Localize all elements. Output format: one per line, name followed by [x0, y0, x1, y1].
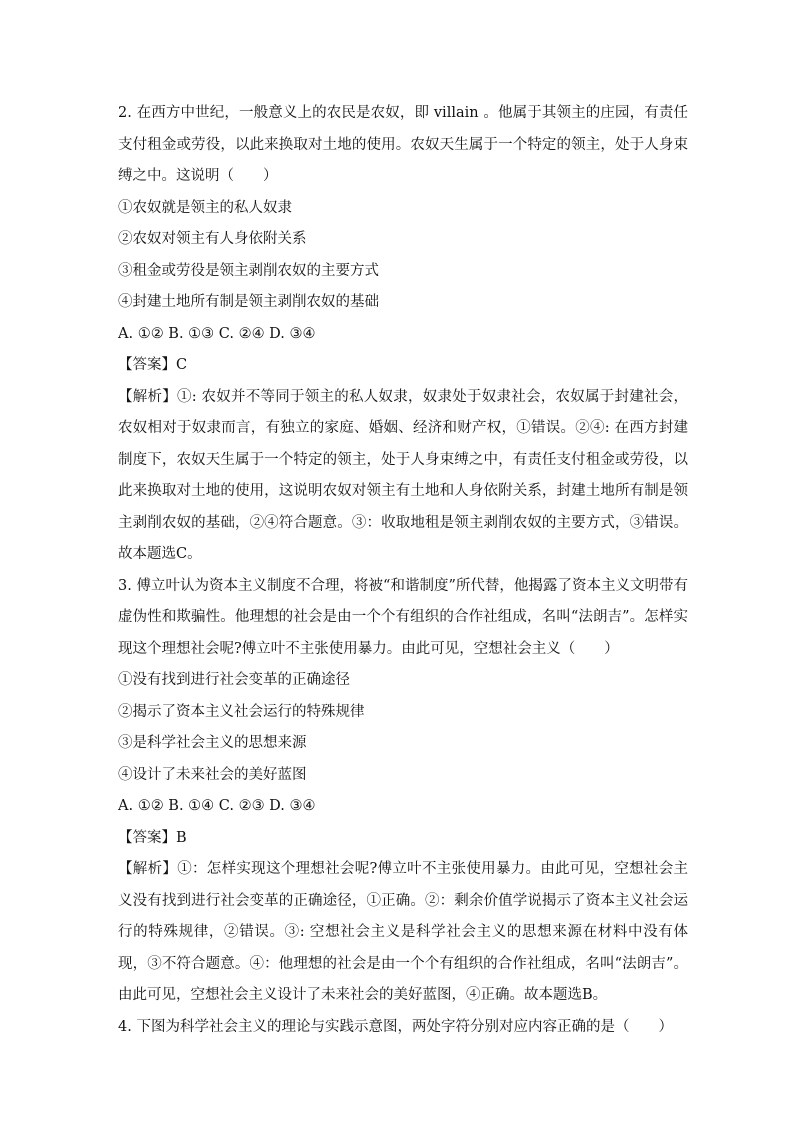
question-4-stem: 4. 下图为科学社会主义的理论与实践示意图，两处字符分别对应内容正确的是（ ） [118, 1018, 673, 1035]
question-3-statement-4: ④设计了未来社会的美好蓝图 [118, 766, 307, 783]
question-3-statement-3: ③是科学社会主义的思想来源 [118, 735, 307, 751]
question-2-answer [118, 350, 688, 382]
question-2-statement-2: ②农奴对领主有人身依附关系 [118, 231, 307, 247]
question-3-statement-1: ①没有找到进行社会变革的正确途径 [118, 672, 350, 688]
answer-value: B [176, 829, 187, 846]
analysis-label: 【解析】 [118, 388, 177, 405]
question-2-options: A. ①② B. ①③ C. ②④ D. ③④ [118, 325, 316, 342]
answer-label: 【答案】 [118, 357, 176, 373]
question-2 [118, 98, 688, 571]
analysis-text: ①: 农奴并不等同于领主的私人奴隶，奴隶处于奴隶社会，农奴属于封建社会，农奴相对于奴隶而言，有独立的家庭、婚姻、经济和财产权，①错误。②④: 在西方封建制度下，农奴天生属于一个特定的领主，处于人身束缚之中，有责任支付租金或劳役，以此来换取对土地的使用，这说明农奴对领主有土地和人身依附关系，封建土地所有制是领主剥削农奴的基础，②④符合题意。③：收取地租是领主剥削农奴的主要方式，③错误。故本题选C。 [118, 388, 688, 562]
question-3-stem: 3. 傅立叶认为资本主义制度不合理，将被“和谐制度”所代替，他揭露了资本主义文明带有虚伪性和欺骗性。他理想的社会是由一个个有组织的合作社组成，名叫“法朗吉”。怎样实现这个理想社会呢?傅立叶不主张使用暴力。由此可见，空想社会主义（ ） [118, 577, 688, 657]
question-3-statement-2: ②揭示了资本主义社会运行的特殊规律 [118, 703, 365, 720]
analysis-text: ①：怎样实现这个理想社会呢?傅立叶不主张使用暴力。由此可见，空想社会主义没有找到进行社会变革的正确途径，①正确。②：剩余价值学说揭示了资本主义社会运行的特殊规律，②错误。③: 空想社会主义是科学社会主义的思想来源在材料中没有体现，③不符合题意。④：他理想的社会是由一个个有组织的合作社组成，名叫“法朗吉”。由此可见，空想社会主义设计了未来社会的美好蓝图，④正确。故本题选B。 [118, 861, 688, 1003]
question-4 [118, 1012, 688, 1044]
answer-value: C [176, 357, 188, 373]
document-page [118, 98, 688, 1043]
question-2-statement-1: ①农奴就是领主的私人奴隶 [118, 199, 292, 216]
question-2-analysis [118, 382, 688, 571]
analysis-label: 【解析】 [118, 861, 178, 877]
question-3-answer [118, 823, 688, 855]
question-3-analysis [118, 854, 688, 1012]
question-3-options: A. ①② B. ①④ C. ②③ D. ③④ [118, 798, 316, 814]
question-2-stem: 2. 在西方中世纪，一般意义上的农民是农奴，即 villain 。他属于其领主的庄园，有责任支付租金或劳役，以此来换取对土地的使用。农奴天生属于一个特定的领主，处于人身束缚之中。这说明（ ） [118, 105, 688, 184]
answer-label: 【答案】 [118, 829, 176, 846]
question-2-statement-3: ③租金或劳役是领主剥削农奴的主要方式 [118, 262, 379, 279]
question-2-statement-4: ④封建土地所有制是领主剥削农奴的基础 [118, 294, 379, 310]
question-3 [118, 571, 688, 1012]
